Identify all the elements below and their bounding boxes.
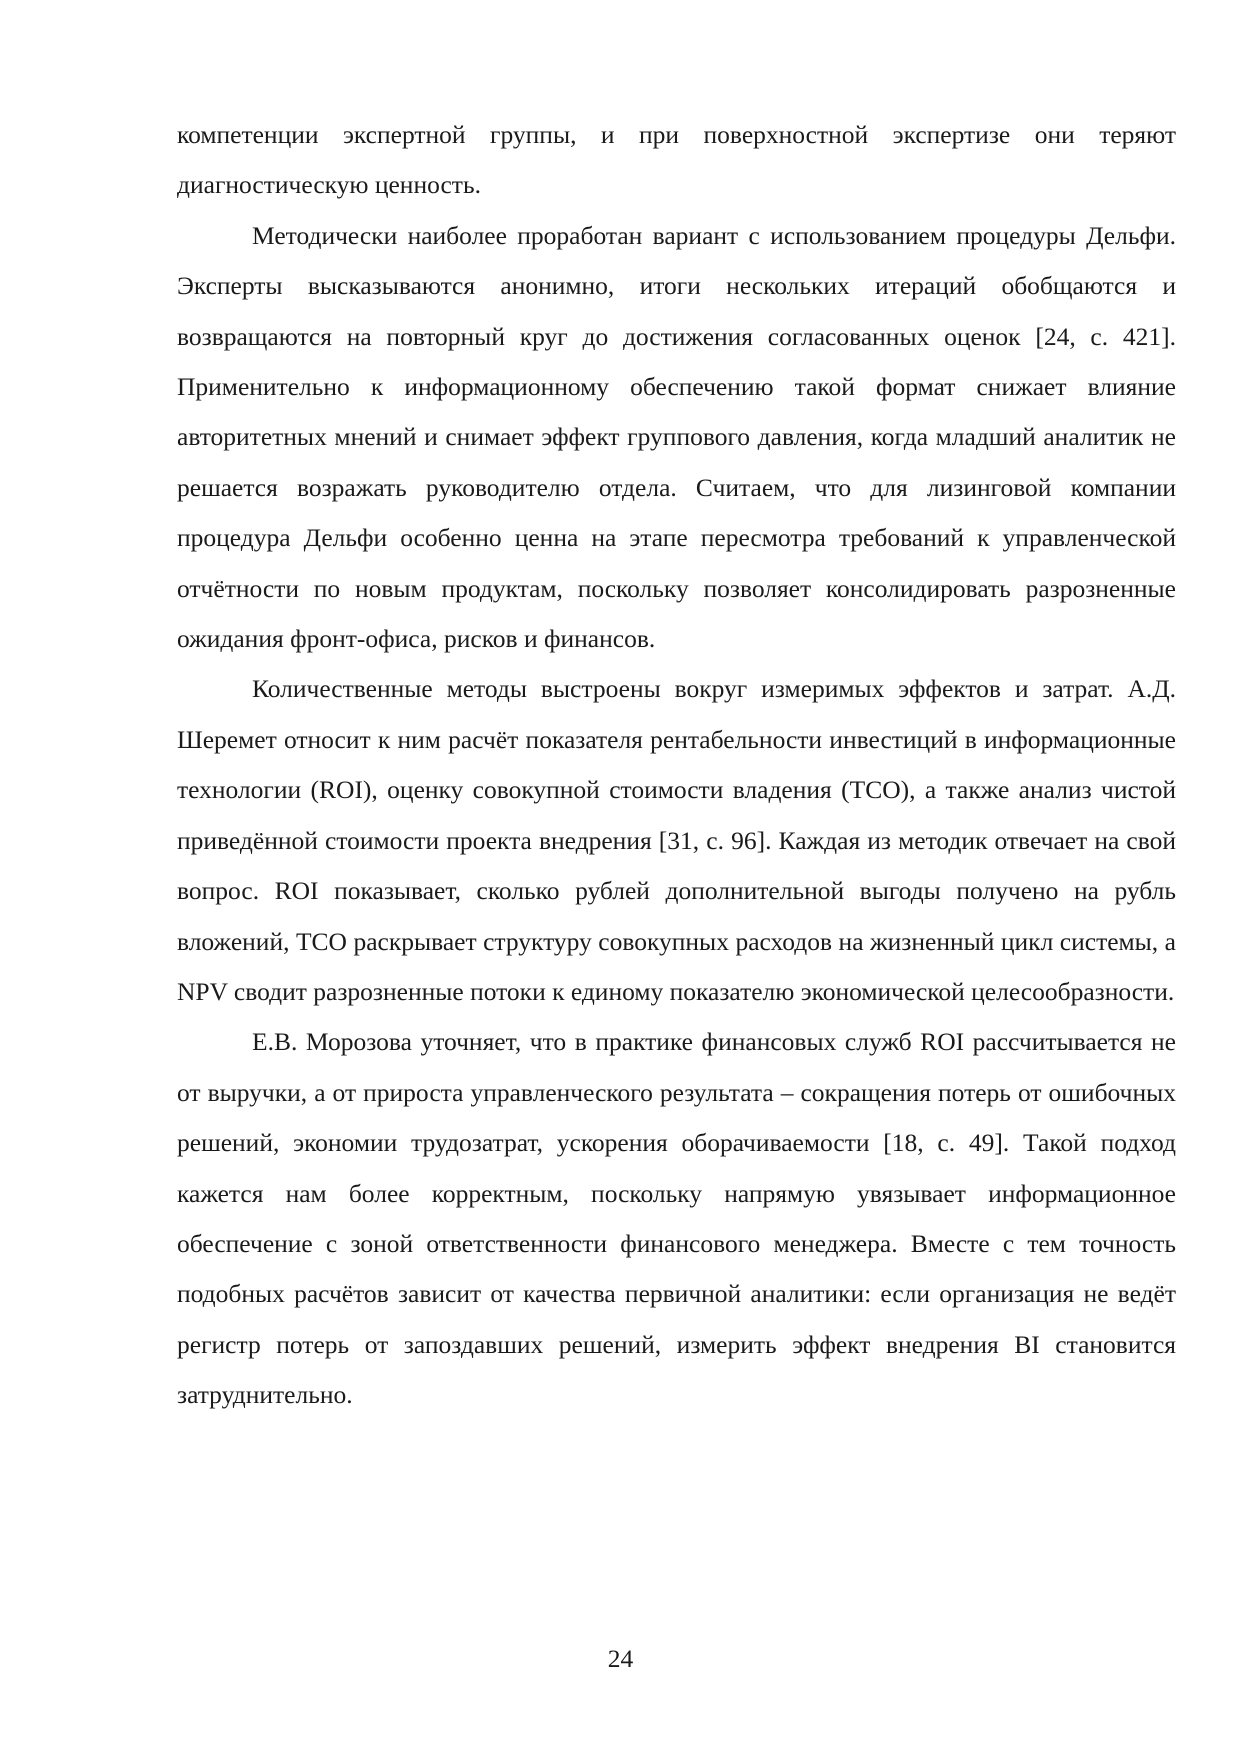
page-number: 24: [607, 1644, 634, 1673]
paragraph-quantitative-methods: Количественные методы выстроены вокруг измеримых эффектов и затрат. А.Д. Шеремет относит к ним расчёт показателя рентабельности инвестиций в информационные технологии (ROI), оценку совокупной стоимости владения (TCO), а также анализ чистой приведённой стоимости проекта внедрения [31, с. 96]. Каждая из методик отвечает на свой вопрос. ROI показывает, сколько рублей дополнительной выгоды получено на рубль вложений, TCO раскрывает структуру совокупных расходов на жизненный цикл системы, а NPV сводит разрозненные потоки к единому показателю экономической целесообразности.: [177, 674, 1176, 1006]
document-body: [177, 110, 1176, 1421]
paragraph-delphi-method: Методически наиболее проработан вариант с использованием процедуры Дельфи. Эксперты высказываются анонимно, итоги нескольких итераций обобщаются и возвращаются на повторный круг до достижения согласованных оценок [24, с. 421]. Применительно к информационному обеспечению такой формат снижает влияние авторитетных мнений и снимает эффект группового давления, когда младший аналитик не решается возражать руководителю отдела. Считаем, что для лизинговой компании процедура Дельфи особенно ценна на этапе пересмотра требований к управленческой отчётности по новым продуктам, поскольку позволяет консолидировать разрозненные ожидания фронт-офиса, рисков и финансов.: [177, 220, 1176, 654]
paragraph-roi-calculation: Е.В. Морозова уточняет, что в практике финансовых служб ROI рассчитывается не от выручки, а от прироста управленческого результата – сокращения потерь от ошибочных решений, экономии трудозатрат, ускорения оборачиваемости [18, с. 49]. Такой подход кажется нам более корректным, поскольку напрямую увязывает информационное обеспечение с зоной ответственности финансового менеджера. Вместе с тем точность подобных расчётов зависит от качества первичной аналитики: если организация не ведёт регистр потерь от запоздавших решений, измерить эффект внедрения BI становится затруднительно.: [177, 1027, 1176, 1410]
paragraph-continuation: компетенции экспертной группы, и при поверхностной экспертизе они теряют диагностическую ценность.: [177, 120, 1176, 200]
